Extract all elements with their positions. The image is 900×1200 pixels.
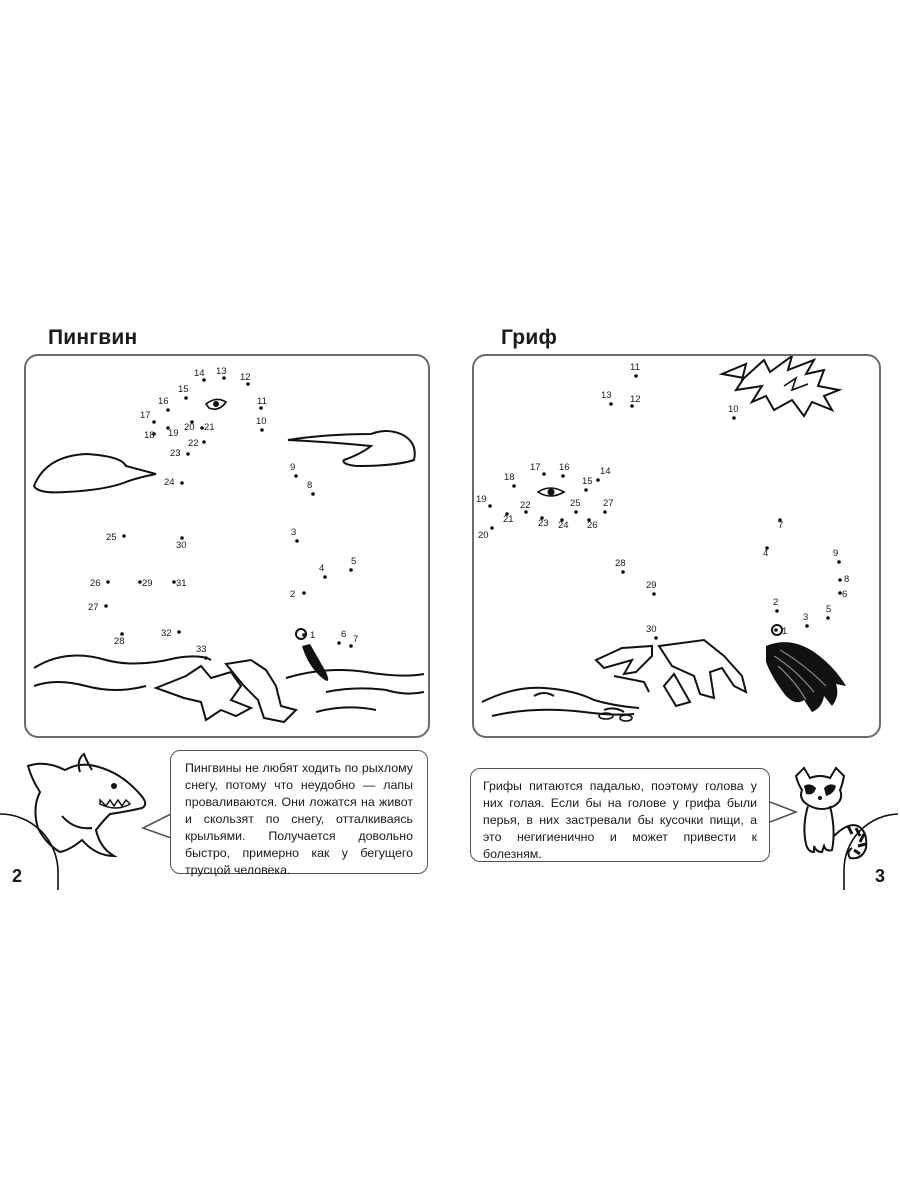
dot-8 xyxy=(838,578,842,582)
vulture-connect-dots xyxy=(474,356,879,736)
dot-16 xyxy=(166,408,170,412)
dot-label-18: 18 xyxy=(504,472,515,483)
speech-pointer xyxy=(140,812,174,842)
dot-label-13: 13 xyxy=(216,366,227,377)
penguin-fact-box xyxy=(170,750,428,877)
dot-1 xyxy=(302,633,306,637)
dot-label-18: 18 xyxy=(144,430,155,441)
dot-label-28: 28 xyxy=(114,636,125,647)
dot-label-3: 3 xyxy=(291,527,297,538)
dot-label-16: 16 xyxy=(559,462,570,473)
dot-26 xyxy=(106,580,110,584)
dot-11 xyxy=(634,374,638,378)
dot-label-27: 27 xyxy=(88,602,99,613)
vulture-wing xyxy=(766,642,846,712)
dot-6 xyxy=(337,641,341,645)
dot-label-15: 15 xyxy=(178,384,189,395)
dot-label-27: 27 xyxy=(603,498,614,509)
dot-label-2: 2 xyxy=(773,597,779,608)
dot-29 xyxy=(652,592,656,596)
snow-drift xyxy=(286,670,424,712)
dot-label-20: 20 xyxy=(478,530,489,541)
dot-label-31: 31 xyxy=(176,578,187,589)
dot-label-20: 20 xyxy=(184,422,195,433)
dot-label-17: 17 xyxy=(530,462,541,473)
dot-label-7: 7 xyxy=(778,520,784,531)
penguin-activity-frame xyxy=(24,354,430,738)
page-number: 2 xyxy=(12,866,23,886)
dot-label-21: 21 xyxy=(503,514,514,525)
dot-3 xyxy=(805,624,809,628)
dot-label-29: 29 xyxy=(142,578,153,589)
dot-label-22: 22 xyxy=(188,438,199,449)
ice-floe-left xyxy=(34,454,156,492)
dot-label-25: 25 xyxy=(106,532,117,543)
dot-label-26: 26 xyxy=(587,520,598,531)
ground-rocks xyxy=(482,688,639,716)
penguin-connect-dots xyxy=(26,356,428,736)
dot-32 xyxy=(177,630,181,634)
dot-17 xyxy=(152,420,156,424)
dot-label-11: 11 xyxy=(630,362,640,373)
dot-9 xyxy=(837,560,841,564)
dot-label-28: 28 xyxy=(615,558,626,569)
dot-label-23: 23 xyxy=(538,518,549,529)
dot-label-19: 19 xyxy=(476,494,487,505)
dot-10 xyxy=(732,416,736,420)
page-corner-arc xyxy=(0,812,60,892)
dot-label-9: 9 xyxy=(290,462,296,473)
dot-label-19: 19 xyxy=(168,428,179,439)
mountain-peaks xyxy=(722,356,839,416)
dot-9 xyxy=(294,474,298,478)
penguin-fact-text: Пингвины не любят ходить по рыхлому снегу, потому что неудобно — лапы проваливаются. Они ложатся на живот и скользят по снегу, отталкиваясь крыльями. Получается довольно быстро, примерно как у бегущего трусцой человека. xyxy=(185,761,413,877)
dot-16 xyxy=(561,474,565,478)
dot-label-9: 9 xyxy=(833,548,839,559)
dot-25 xyxy=(574,510,578,514)
vulture-fact-text: Грифы питаются падалью, поэтому голова у них голая. Если бы на голове у грифа были перья, в них застревали бы кусочки пищи, а это негигиенично и может привести к болезням. xyxy=(483,779,757,861)
page-title: Гриф xyxy=(501,326,558,349)
dot-2 xyxy=(775,609,779,613)
page-title: Пингвин xyxy=(48,326,138,349)
dot-label-14: 14 xyxy=(600,466,611,477)
snow-wave-2 xyxy=(34,682,146,690)
dot-label-22: 22 xyxy=(520,500,531,511)
dot-label-3: 3 xyxy=(803,612,809,623)
dot-23 xyxy=(186,452,190,456)
page-corner-arc xyxy=(842,812,900,892)
dot-label-30: 30 xyxy=(176,540,187,551)
dot-label-7: 7 xyxy=(353,634,359,645)
ice-floe-right xyxy=(288,431,415,466)
vulture-legs xyxy=(596,640,746,706)
dot-label-4: 4 xyxy=(763,548,769,559)
dot-label-5: 5 xyxy=(826,604,832,615)
dot-10 xyxy=(260,428,264,432)
dot-label-14: 14 xyxy=(194,368,205,379)
ice-chunks xyxy=(156,660,296,722)
dot-label-8: 8 xyxy=(307,480,313,491)
dot-label-11: 11 xyxy=(257,396,267,407)
dot-label-1: 1 xyxy=(782,626,788,637)
dot-label-10: 10 xyxy=(728,404,739,415)
dot-label-15: 15 xyxy=(582,476,593,487)
dot-8 xyxy=(311,492,315,496)
dot-label-2: 2 xyxy=(290,589,296,600)
page-number: 3 xyxy=(875,866,886,886)
dot-22 xyxy=(202,440,206,444)
dot-19 xyxy=(488,504,492,508)
dot-5 xyxy=(826,616,830,620)
dot-label-8: 8 xyxy=(844,574,850,585)
snow-wave xyxy=(34,656,211,669)
dot-30 xyxy=(654,636,658,640)
dot-label-30: 30 xyxy=(646,624,657,635)
dot-24 xyxy=(180,481,184,485)
dot-15 xyxy=(184,396,188,400)
dot-28 xyxy=(621,570,625,574)
dot-20 xyxy=(490,526,494,530)
dot-3 xyxy=(295,539,299,543)
dot-label-32: 32 xyxy=(161,628,172,639)
dot-label-24: 24 xyxy=(164,477,175,488)
dot-25 xyxy=(122,534,126,538)
dot-33 xyxy=(204,656,208,660)
dot-label-6: 6 xyxy=(341,629,347,640)
dot-label-4: 4 xyxy=(319,563,325,574)
dot-label-25: 25 xyxy=(570,498,581,509)
dot-label-13: 13 xyxy=(601,390,612,401)
dot-15 xyxy=(584,488,588,492)
dot-label-21: 21 xyxy=(204,422,215,433)
dot-2 xyxy=(302,591,306,595)
dot-5 xyxy=(349,568,353,572)
right-page xyxy=(450,0,900,1200)
dot-label-17: 17 xyxy=(140,410,151,421)
dot-label-16: 16 xyxy=(158,396,169,407)
dot-18 xyxy=(512,484,516,488)
dot-label-12: 12 xyxy=(630,394,641,405)
dot-27 xyxy=(603,510,607,514)
dot-label-6: 6 xyxy=(842,589,848,600)
dot-27 xyxy=(104,604,108,608)
vulture-activity-frame xyxy=(472,354,881,738)
dot-label-24: 24 xyxy=(558,520,569,531)
dot-17 xyxy=(542,472,546,476)
dot-label-29: 29 xyxy=(646,580,657,591)
dot-label-1: 1 xyxy=(310,630,316,641)
dot-13 xyxy=(609,402,613,406)
dot-4 xyxy=(323,575,327,579)
dot-1 xyxy=(774,628,778,632)
dot-label-23: 23 xyxy=(170,448,181,459)
dot-label-12: 12 xyxy=(240,372,251,383)
dot-14 xyxy=(596,478,600,482)
dot-label-26: 26 xyxy=(90,578,101,589)
vulture-fact-box xyxy=(470,768,770,862)
dot-label-5: 5 xyxy=(351,556,357,567)
penguin-foot xyxy=(302,644,328,681)
dot-label-33: 33 xyxy=(196,644,207,655)
dot-label-10: 10 xyxy=(256,416,267,427)
